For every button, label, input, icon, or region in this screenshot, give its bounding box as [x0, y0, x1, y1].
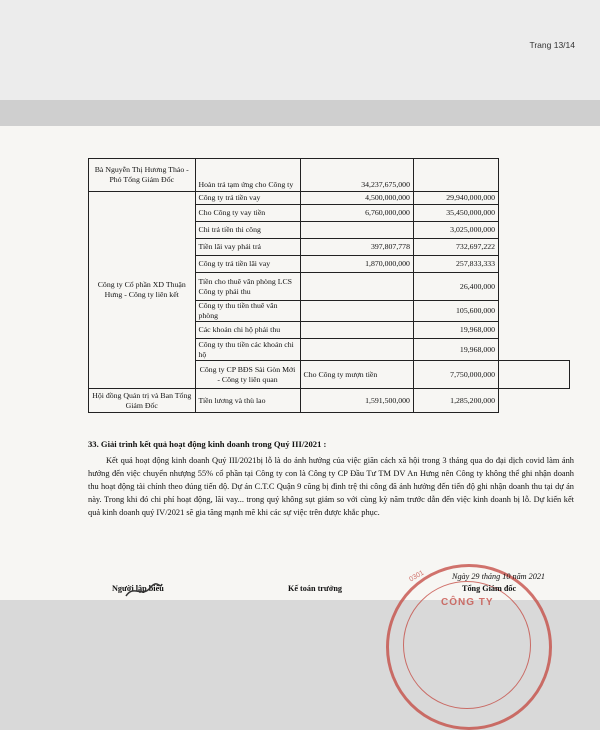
document-page: [0, 126, 600, 608]
desc-cell: Công ty trả tiền vay: [195, 192, 300, 205]
seal-number: 0301: [408, 569, 426, 584]
amount-cell: 26,400,000: [413, 273, 498, 301]
amount-cell: [499, 361, 570, 389]
amount-cell: 3,025,000,000: [413, 222, 498, 239]
party-cell: Công ty CP BĐS Sài Gòn Mới - Công ty liên quan: [195, 361, 300, 389]
desc-cell: Cho Công ty vay tiền: [195, 205, 300, 222]
amount-cell: 732,697,222: [413, 239, 498, 256]
related-party-table: [88, 158, 570, 413]
amount-cell: 29,940,000,000: [413, 192, 498, 205]
signature-mark: [124, 580, 164, 600]
desc-cell: Công ty trả tiền lãi vay: [195, 256, 300, 273]
amount-cell: [300, 339, 413, 361]
desc-cell: Tiền cho thuê văn phòng LCS Công ty phải thu: [195, 273, 300, 301]
director-label: Tổng Giám đốc: [462, 584, 517, 593]
desc-cell: Công ty thu tiền thuê văn phòng: [195, 301, 300, 322]
amount-cell: 19,968,000: [413, 339, 498, 361]
desc-cell: Cho Công ty mượn tiền: [300, 361, 413, 389]
amount-cell: 4,500,000,000: [300, 192, 413, 205]
desc-cell: Công ty thu tiền các khoản chi hộ: [195, 339, 300, 361]
desc-cell: Tiền lương và thù lao: [195, 389, 300, 413]
amount-cell: [413, 180, 498, 192]
table-row: [89, 192, 570, 205]
amount-cell: [300, 322, 413, 339]
amount-cell: [300, 273, 413, 301]
signing-date: Ngày 29 tháng 10 năm 2021: [452, 572, 546, 581]
table-row: [89, 389, 570, 413]
amount-cell: [300, 222, 413, 239]
page-number: Trang 13/14: [529, 40, 575, 50]
amount-cell: [300, 301, 413, 322]
party-cell: Công ty Cổ phần XD Thuận Hưng - Công ty liên kết: [89, 192, 196, 389]
amount-cell: 35,450,000,000: [413, 205, 498, 222]
amount-cell: 105,600,000: [413, 301, 498, 322]
amount-cell: 19,968,000: [413, 322, 498, 339]
desc-cell: Hoàn trả tạm ứng cho Công ty: [195, 180, 300, 192]
section-body: Kết quả hoạt động kinh doanh Quý III/2021bị lỗ là do ảnh hưởng của việc giãn cách xã hội trong 3 tháng qua do đại dịch covid làm ảnh hưởng đến việc chuyển nhượng 55% cổ phần tại Công ty con là Công ty CP Đầu Tư TM DV An Hưng nên Công ty không thể ghi nhận doanh thu hoạt động tài chính theo đúng tiến độ. Dự án C.T.C Quận 9 cũng bị đình trệ thi công đã ảnh hưởng đến tiến độ ghi nhận doanh thu tại dự án này. Trong khi đó chi phí hoạt động, lãi vay... trong quý không sụt giảm so với cùng kỳ năm trước dẫn đến việc kinh doanh bị lỗ. Dự kiến kết quả kinh doanh quý IV/2021 sẽ gia tăng mạnh mẽ khi các sự việc trên được khắc phục.: [88, 456, 574, 517]
amount-cell: 257,833,333: [413, 256, 498, 273]
amount-cell: 1,591,500,000: [300, 389, 413, 413]
amount-cell: 7,750,000,000: [413, 361, 498, 389]
desc-cell: Các khoản chi hộ phải thu: [195, 322, 300, 339]
previous-page: [0, 0, 600, 100]
amount-cell: 1,870,000,000: [300, 256, 413, 273]
preparer-label: Người lập biểu: [112, 584, 164, 593]
amount-cell: 1,285,200,000: [413, 389, 498, 413]
desc-cell: Chi trả tiền thi công: [195, 222, 300, 239]
explanation-section: [88, 438, 574, 519]
party-cell: Bà Nguyễn Thị Hương Thảo - Phó Tổng Giám Đốc: [89, 159, 196, 192]
amount-cell: 34,237,675,000: [300, 180, 413, 192]
party-cell: Hội đồng Quản trị và Ban Tổng Giám Đốc: [89, 389, 196, 413]
amount-cell: 397,807,778: [300, 239, 413, 256]
seal-text: CÔNG TY: [441, 597, 494, 608]
page-gap: [0, 100, 600, 126]
section-title: 33. Giải trình kết quả hoạt động kinh doanh trong Quý III/2021 :: [88, 439, 327, 449]
table-row: [89, 159, 570, 180]
desc-cell: Tiền lãi vay phải trả: [195, 239, 300, 256]
accountant-label: Kế toán trưởng: [288, 584, 343, 593]
amount-cell: 6,760,000,000: [300, 205, 413, 222]
